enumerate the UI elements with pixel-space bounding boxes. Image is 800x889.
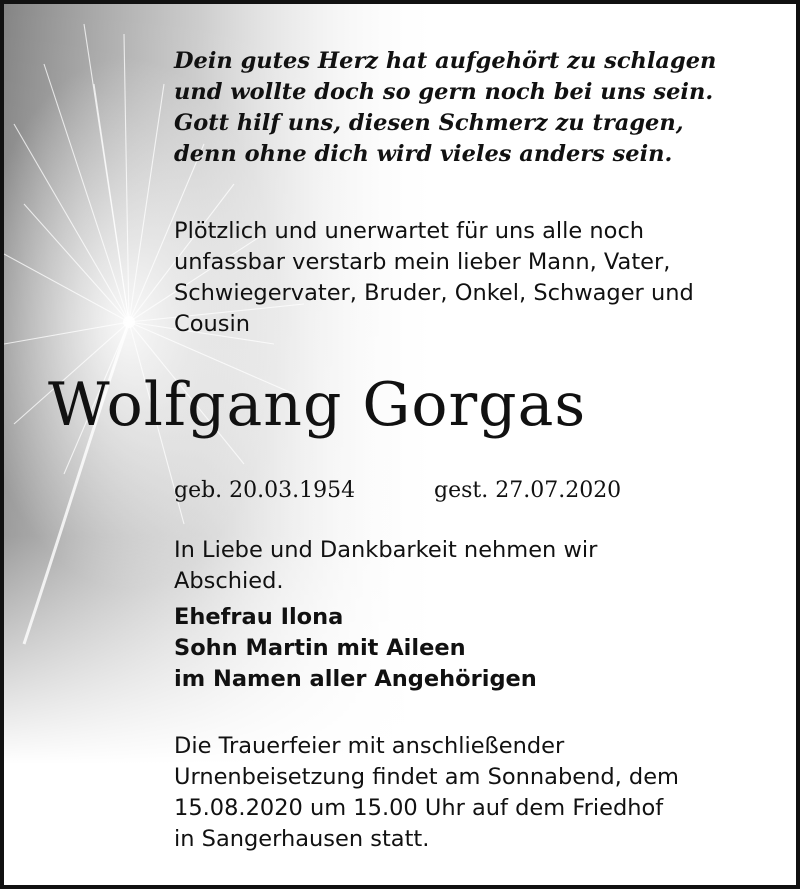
service-line: Die Trauerfeier mit anschließender bbox=[174, 733, 565, 759]
intro-line: Schwiegervater, Bruder, Onkel, Schwager und bbox=[174, 280, 694, 306]
service-line: in Sangerhausen statt. bbox=[174, 826, 430, 852]
poem bbox=[174, 46, 716, 170]
life-dates bbox=[174, 476, 621, 506]
death-date: gest. 27.07.2020 bbox=[434, 478, 622, 503]
family-line: im Namen aller Angehörigen bbox=[174, 666, 537, 692]
family-signatures bbox=[174, 602, 537, 695]
deceased-name: Wolfgang Gorgas bbox=[48, 370, 587, 440]
funeral-service-info bbox=[174, 731, 679, 855]
poem-line: und wollte doch so gern noch bei uns sein. bbox=[174, 79, 714, 105]
service-line: Urnenbeisetzung findet am Sonnabend, dem bbox=[174, 764, 679, 790]
intro-line: unfassbar verstarb mein lieber Mann, Vater, bbox=[174, 249, 671, 275]
farewell-text bbox=[174, 535, 597, 597]
poem-line: Gott hilf uns, diesen Schmerz zu tragen, bbox=[174, 110, 684, 136]
family-line: Sohn Martin mit Aileen bbox=[174, 635, 466, 661]
intro-line: Plötzlich und unerwartet für uns alle noch bbox=[174, 218, 645, 244]
intro-line: Cousin bbox=[174, 311, 250, 337]
birth-date: geb. 20.03.1954 bbox=[174, 478, 356, 503]
family-line: Ehefrau Ilona bbox=[174, 604, 344, 630]
poem-line: Dein gutes Herz hat aufgehört zu schlagen bbox=[174, 48, 717, 74]
farewell-line: Abschied. bbox=[174, 568, 284, 594]
intro-text bbox=[174, 216, 694, 340]
poem-line: denn ohne dich wird vieles anders sein. bbox=[174, 141, 673, 167]
farewell-line: In Liebe und Dankbarkeit nehmen wir bbox=[174, 537, 598, 563]
service-line: 15.08.2020 um 15.00 Uhr auf dem Friedhof bbox=[174, 795, 664, 821]
